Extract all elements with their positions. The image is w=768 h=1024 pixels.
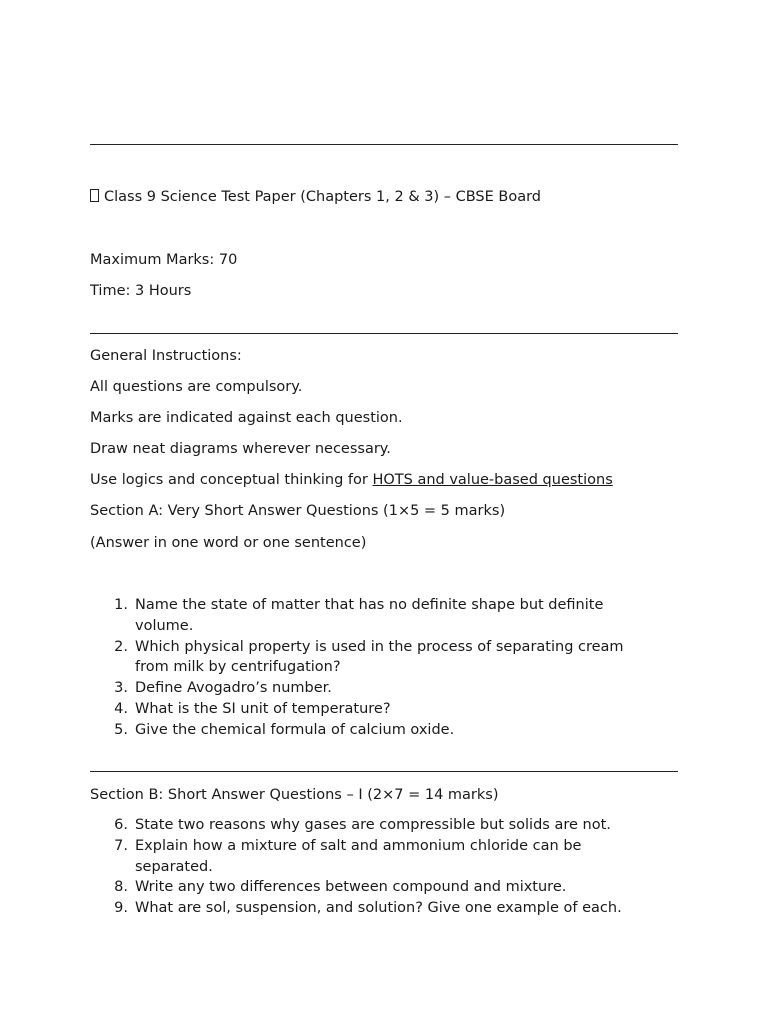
question-item: [90, 836, 678, 878]
divider-instructions: [90, 333, 678, 334]
question-item: [90, 815, 678, 836]
question-text: What are sol, suspension, and solution? Give one example of each.: [135, 900, 622, 917]
question-text: Define Avogadro’s number.: [135, 680, 332, 697]
max-marks: Maximum Marks: 70: [90, 252, 238, 268]
question-text: Explain how a mixture of salt and ammonium chloride can be separated.: [135, 837, 582, 875]
section-a-heading: Section A: Very Short Answer Questions (1×5 = 5 marks): [90, 503, 506, 519]
divider-section-b: [90, 771, 678, 772]
section-b-questions: [90, 815, 678, 919]
question-item: [90, 678, 678, 699]
section-a-note: (Answer in one word or one sentence): [90, 535, 367, 551]
instruction-item: All questions are compulsory.: [90, 379, 303, 395]
question-text: Give the chemical formula of calcium oxide.: [135, 721, 455, 738]
question-text: Write any two differences between compound and mixture.: [135, 879, 567, 896]
section-b-heading: Section B: Short Answer Questions – I (2×7 = 14 marks): [90, 787, 499, 803]
question-text: Name the state of matter that has no definite shape but definite volume.: [135, 597, 604, 634]
document-icon: [90, 189, 99, 202]
question-number: 8.: [114, 879, 128, 896]
page-title-text: Class 9 Science Test Paper (Chapters 1, 2 & 3) – CBSE Board: [104, 189, 541, 205]
section-a-questions: [90, 595, 678, 741]
page-title: [90, 187, 541, 207]
question-text: Which physical property is used in the process of separating cream from milk by centrifugation?: [135, 638, 624, 676]
question-item: [90, 595, 678, 637]
question-item: [90, 637, 678, 679]
question-number: 7.: [114, 837, 128, 854]
question-number: 9.: [114, 900, 128, 917]
divider-top: [90, 144, 678, 145]
instructions-heading: General Instructions:: [90, 348, 242, 364]
question-number: 4.: [114, 700, 128, 717]
instruction-item: Marks are indicated against each question.: [90, 410, 403, 426]
question-text: State two reasons why gases are compressible but solids are not.: [135, 817, 611, 833]
question-item: [90, 699, 678, 720]
instruction-item-hots: [90, 470, 613, 490]
time-allowed: Time: 3 Hours: [90, 283, 192, 299]
question-item: [90, 720, 678, 741]
question-number: 2.: [114, 638, 128, 655]
question-number: 3.: [114, 680, 128, 697]
question-number: 1.: [114, 597, 128, 613]
question-number: 5.: [114, 721, 128, 738]
question-item: [90, 877, 678, 898]
instruction-item: Draw neat diagrams wherever necessary.: [90, 441, 391, 457]
instruction-hots-prefix: Use logics and conceptual thinking for: [90, 472, 373, 488]
hots-link[interactable]: HOTS and value-based questions: [372, 472, 613, 488]
question-item: [90, 898, 678, 919]
question-text: What is the SI unit of temperature?: [135, 700, 391, 717]
question-number: 6.: [114, 817, 128, 833]
